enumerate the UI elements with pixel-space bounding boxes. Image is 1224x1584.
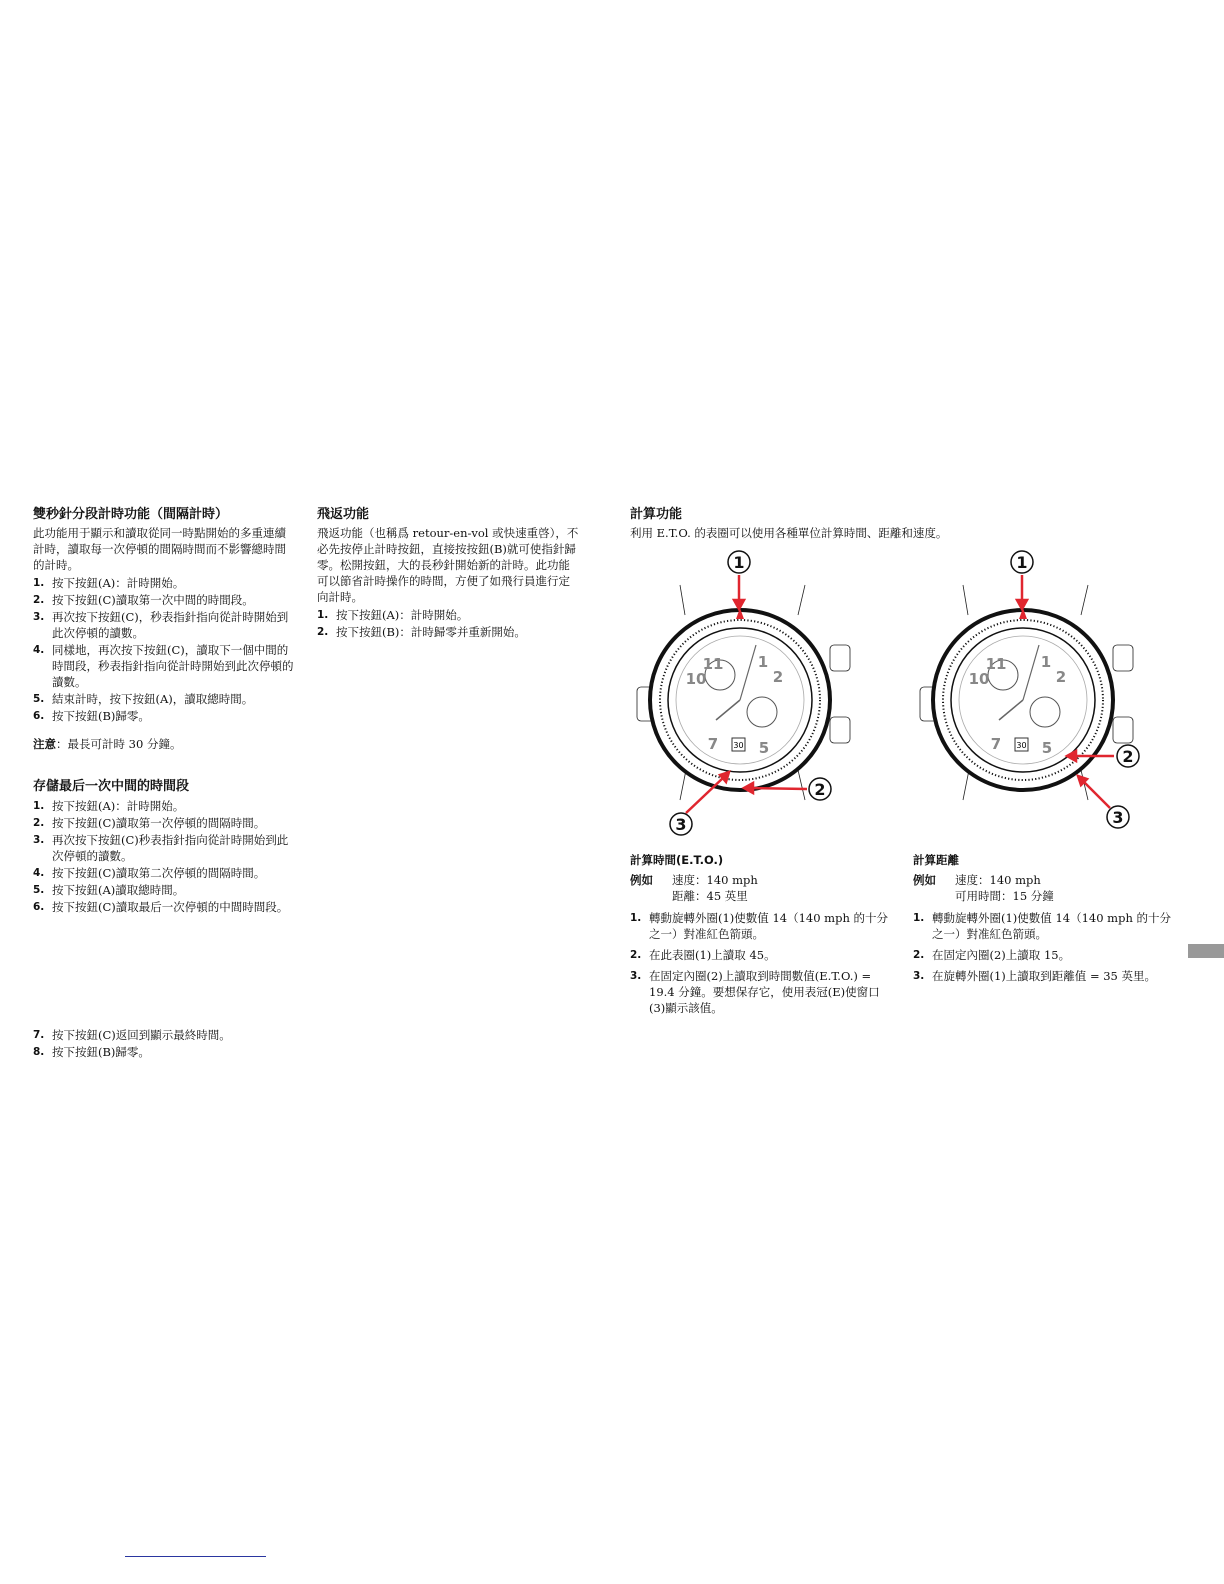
step-number: 2.	[317, 626, 329, 638]
callout-3-label: 3	[675, 815, 687, 834]
subsection-heading: 計算時間(E.T.O.)	[630, 853, 724, 867]
section-heading-2: 存儲最后一次中間的時間段	[33, 779, 190, 794]
example-time: 可用時間：15 分鐘	[955, 889, 1054, 903]
step-number: 1.	[317, 609, 329, 621]
date-value: 30	[1016, 741, 1027, 750]
subsection-heading: 計算距離	[913, 853, 959, 867]
list-item	[33, 592, 296, 608]
step-number: 4.	[33, 644, 45, 656]
list-item	[33, 1044, 296, 1060]
note	[33, 736, 296, 752]
list-item	[913, 910, 1181, 942]
list-item	[33, 1027, 296, 1043]
step-number: 5.	[33, 884, 45, 896]
step-text: 同樣地，再次按下按鈕(C)，讀取下一個中間的時間段，秒表指針指向從計時開始到此次停頓的讀數。	[52, 643, 294, 689]
column-interval-timing	[33, 506, 296, 1061]
section-eto	[630, 852, 895, 1021]
list-item	[630, 910, 895, 942]
list-item	[33, 865, 296, 881]
step-text: 再次按下按鈕(C)，秒表指針指向從計時開始到此次停頓的讀數。	[52, 610, 289, 640]
pusher-bottom	[830, 717, 850, 743]
steps-list-2	[33, 798, 296, 915]
steps-list-3	[33, 1027, 296, 1060]
callout-1-label: 1	[1016, 553, 1028, 572]
step-text: 按下按鈕(B)：計時歸零并重新開始。	[336, 625, 526, 639]
list-item	[33, 832, 296, 864]
list-item	[630, 947, 895, 963]
callout-1-arrowhead	[1017, 600, 1027, 609]
step-number: 3.	[630, 970, 642, 982]
step-number: 2.	[33, 817, 45, 829]
step-number: 2.	[630, 949, 642, 961]
footer-line	[125, 1556, 266, 1557]
steps-list	[33, 575, 296, 724]
dial-numeral: 11	[985, 655, 1007, 673]
intro-text: 飛返功能（也稱爲 retour-en-vol 或快速重啓），不必先按停止計時按鈕，直接按按鈕(B)就可使指針歸零。松開按鈕，大的長秒針開始新的計時。此功能可以節省計時操作的時間，方便了如飛行員進行定向計時。	[317, 526, 579, 604]
dial-numeral: 10	[685, 670, 707, 688]
step-number: 1.	[33, 577, 45, 589]
step-text: 按下按鈕(A)：計時開始。	[52, 799, 185, 813]
step-text: 按下按鈕(B)歸零。	[52, 709, 150, 723]
step-number: 6.	[33, 901, 45, 913]
step-number: 1.	[913, 912, 925, 924]
list-item	[317, 624, 581, 640]
dial-numeral: 1	[757, 653, 769, 671]
step-text: 在固定內圈(2)上讀取 15。	[932, 948, 1071, 962]
step-number: 3.	[33, 611, 45, 623]
example-distance: 距離：45 英里	[672, 889, 748, 903]
step-number: 2.	[913, 949, 925, 961]
callout-1-label: 1	[733, 553, 745, 572]
list-item	[33, 882, 296, 898]
column-flyback	[317, 506, 581, 641]
step-text: 按下按鈕(C)返回到顯示最終時間。	[52, 1028, 231, 1042]
language-tab	[1188, 944, 1224, 958]
step-number: 1.	[33, 800, 45, 812]
example-label: 例如	[913, 873, 936, 887]
note-label: 注意	[33, 737, 56, 751]
callout-2-label: 2	[814, 780, 826, 799]
pusher-top	[830, 645, 850, 671]
step-text: 結束計時，按下按鈕(A)，讀取總時間。	[52, 692, 254, 706]
section-heading: 雙秒針分段計時功能（間隔計時）	[33, 507, 229, 522]
step-text: 按下按鈕(B)歸零。	[52, 1045, 150, 1059]
step-number: 2.	[33, 594, 45, 606]
list-item	[317, 607, 581, 623]
date-value: 30	[733, 741, 744, 750]
example-block	[630, 872, 895, 904]
step-text: 按下按鈕(C)讀取第一次停頓的間隔時間。	[52, 816, 266, 830]
section-heading: 飛返功能	[317, 507, 370, 522]
example-block	[913, 872, 1181, 904]
callout-1-arrowhead	[734, 600, 744, 609]
list-item	[33, 609, 296, 641]
dial-numeral: 5	[1041, 739, 1053, 757]
step-text: 按下按鈕(C)讀取第二次停頓的間隔時間。	[52, 866, 266, 880]
step-number: 1.	[630, 912, 642, 924]
step-number: 5.	[33, 693, 45, 705]
step-text: 再次按下按鈕(C)秒表指針指向從計時開始到此次停頓的讀數。	[52, 833, 289, 863]
list-item	[33, 642, 296, 690]
step-number: 3.	[913, 970, 925, 982]
step-number: 4.	[33, 867, 45, 879]
step-text: 按下按鈕(C)讀取第一次中間的時間段。	[52, 593, 254, 607]
example-label: 例如	[630, 873, 653, 887]
dial-numeral: 5	[758, 739, 770, 757]
steps-list	[317, 607, 581, 640]
column-calculation	[630, 506, 1190, 541]
step-text: 在此表圈(1)上讀取 45。	[649, 948, 776, 962]
callout-2-line	[750, 788, 807, 789]
note-text: ：最長可計時 30 分鐘。	[56, 737, 182, 751]
list-item	[913, 968, 1181, 984]
step-number: 7.	[33, 1029, 45, 1041]
section-heading: 計算功能	[630, 507, 683, 522]
section-distance	[913, 852, 1181, 989]
list-item	[33, 575, 296, 591]
step-text: 轉動旋轉外圈(1)使數值 14（140 mph 的十分之一）對准紅色箭頭。	[932, 911, 1172, 941]
list-item	[33, 708, 296, 724]
dial-numeral: 7	[990, 735, 1002, 753]
step-text: 按下按鈕(C)讀取最后一次停頓的中間時間段。	[52, 900, 289, 914]
step-text: 按下按鈕(A)：計時開始。	[52, 576, 185, 590]
steps-list	[913, 910, 1181, 984]
watch-diagram-right	[913, 545, 1143, 840]
step-number: 6.	[33, 710, 45, 722]
example-speed: 速度：140 mph	[955, 873, 1041, 887]
watch-diagram-left	[630, 545, 860, 840]
step-text: 按下按鈕(A)：計時開始。	[336, 608, 469, 622]
step-text: 在固定內圈(2)上讀取到時間數值(E.T.O.) = 19.4 分鐘。要想保存它，使用表冠(E)使窗口(3)顯示該值。	[649, 969, 880, 1015]
dial-numeral: 2	[1055, 668, 1067, 686]
pusher-bottom	[1113, 717, 1133, 743]
callout-3-label: 3	[1112, 808, 1124, 827]
list-item	[33, 815, 296, 831]
steps-list	[630, 910, 895, 1016]
dial-numeral: 10	[968, 670, 990, 688]
dial-numeral: 7	[707, 735, 719, 753]
dial-numeral: 1	[1040, 653, 1052, 671]
dial-numeral: 11	[702, 655, 724, 673]
list-item	[33, 899, 296, 915]
intro-text: 利用 E.T.O. 的表圈可以使用各種單位計算時間、距離和速度。	[630, 526, 948, 540]
list-item	[33, 798, 296, 814]
pusher-top	[1113, 645, 1133, 671]
example-speed: 速度：140 mph	[672, 873, 758, 887]
step-number: 8.	[33, 1046, 45, 1058]
list-item	[33, 691, 296, 707]
intro-text: 此功能用于顯示和讀取從同一時點開始的多重連續計時，讀取每一次停頓的間隔時間而不影響總時間的計時。	[33, 526, 286, 572]
callout-2-label: 2	[1122, 747, 1134, 766]
step-text: 在旋轉外圈(1)上讀取到距離值 = 35 英里。	[932, 969, 1157, 983]
step-text: 轉動旋轉外圈(1)使數值 14（140 mph 的十分之一）對准紅色箭頭。	[649, 911, 889, 941]
dial-numeral: 2	[772, 668, 784, 686]
list-item	[913, 947, 1181, 963]
list-item	[630, 968, 895, 1016]
step-number: 3.	[33, 834, 45, 846]
step-text: 按下按鈕(A)讀取總時間。	[52, 883, 185, 897]
